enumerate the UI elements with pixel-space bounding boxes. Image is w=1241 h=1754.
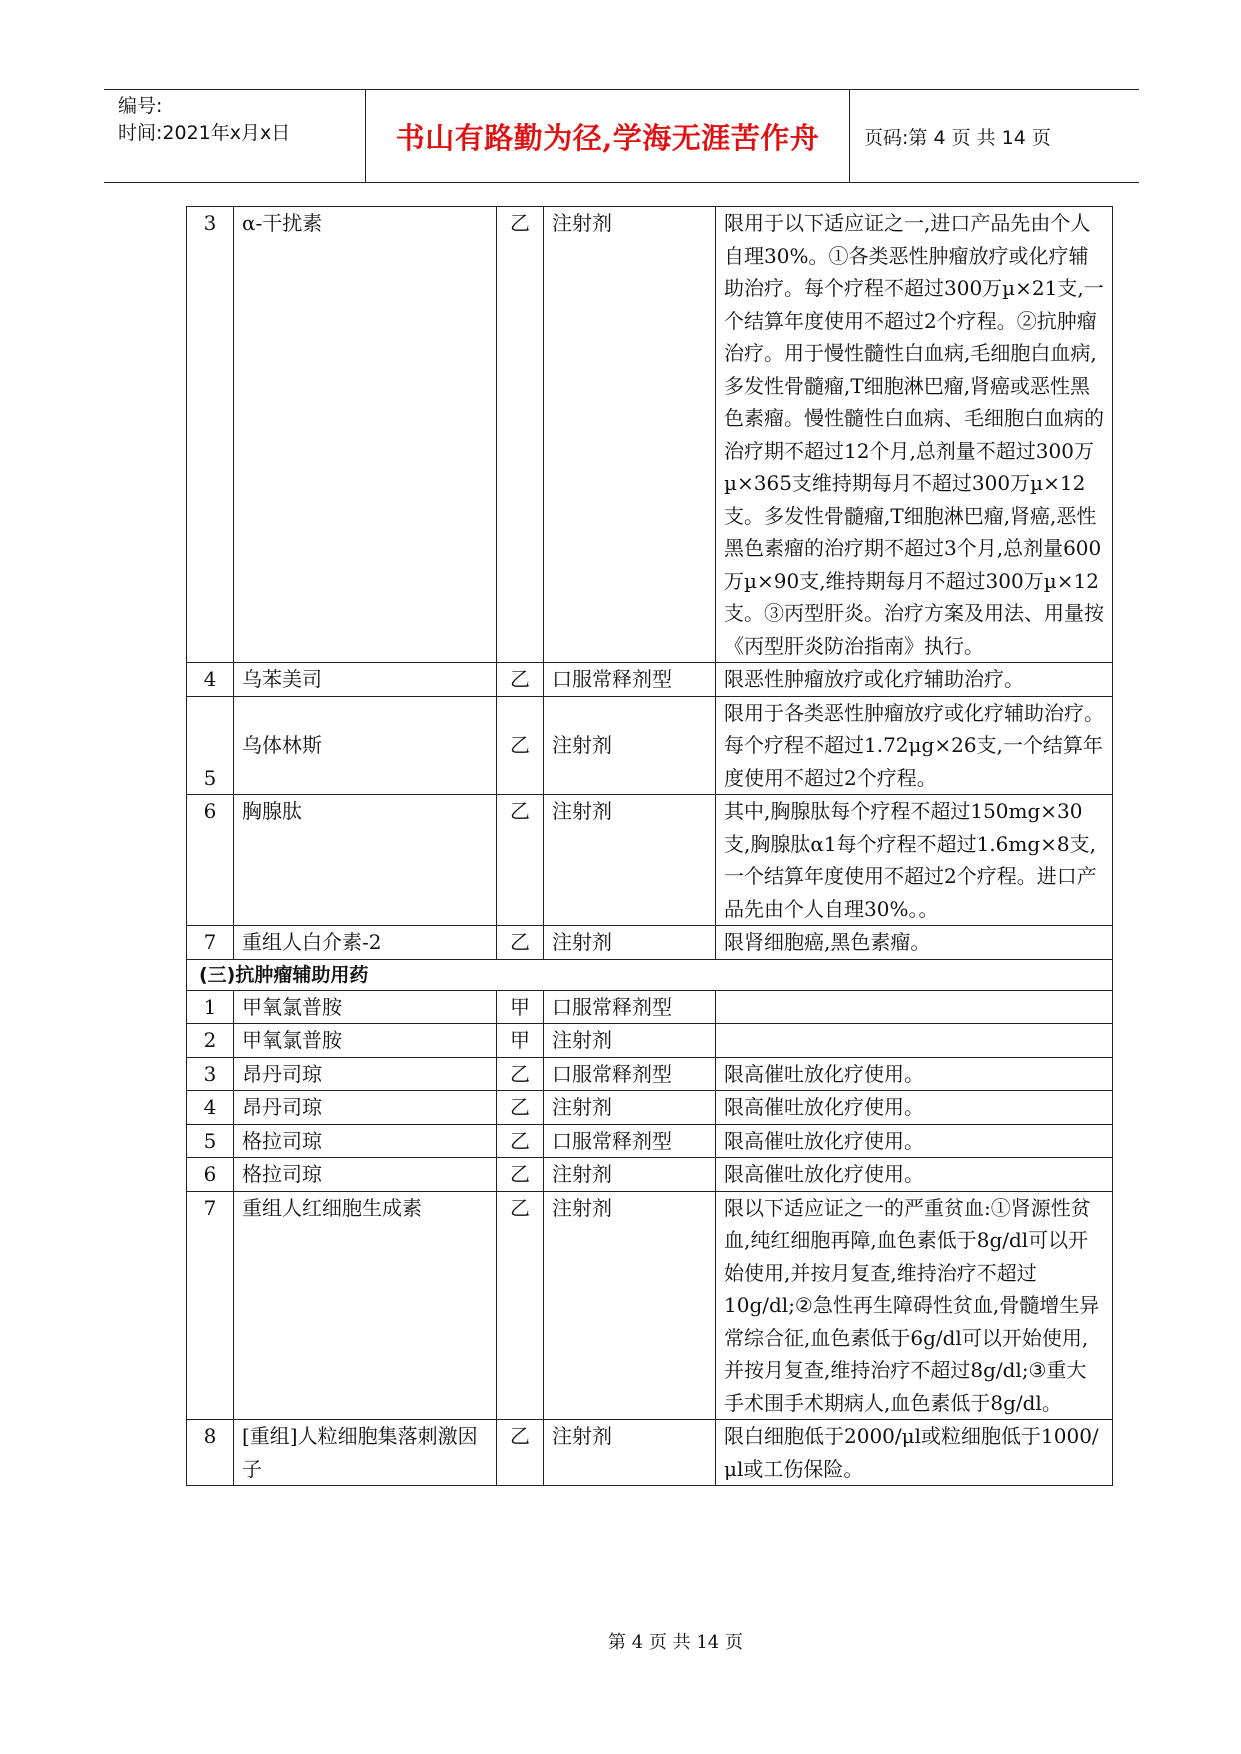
table-row xyxy=(187,1124,1113,1158)
table-row xyxy=(187,1191,1113,1420)
drug-name: 乌苯美司 xyxy=(234,663,497,697)
row-number: 3 xyxy=(187,1057,234,1091)
drug-name: 格拉司琼 xyxy=(234,1158,497,1192)
row-number: 3 xyxy=(187,207,234,663)
table-row xyxy=(187,663,1113,697)
table-row xyxy=(187,990,1113,1024)
drug-class: 乙 xyxy=(497,1191,544,1420)
dosage-form: 注射剂 xyxy=(544,207,716,663)
drug-name: 重组人红细胞生成素 xyxy=(234,1191,497,1420)
row-number: 6 xyxy=(187,1158,234,1192)
drug-class: 乙 xyxy=(497,1057,544,1091)
row-number: 7 xyxy=(187,926,234,960)
restriction-note: 限白细胞低于2000/μl或粒细胞低于1000/μl或工伤保险。 xyxy=(716,1420,1113,1486)
row-number: 2 xyxy=(187,1024,234,1058)
table-row xyxy=(187,926,1113,960)
section-row xyxy=(187,959,1113,990)
drug-name: 昂丹司琼 xyxy=(234,1091,497,1125)
drug-table xyxy=(186,206,1113,1486)
row-number: 8 xyxy=(187,1420,234,1486)
dosage-form: 注射剂 xyxy=(544,1191,716,1420)
section-title: (三)抗肿瘤辅助用药 xyxy=(187,959,1113,990)
restriction-note: 限高催吐放化疗使用。 xyxy=(716,1057,1113,1091)
row-number: 5 xyxy=(187,1124,234,1158)
drug-name: [重组]人粒细胞集落刺激因子 xyxy=(234,1420,497,1486)
drug-class: 乙 xyxy=(497,1420,544,1486)
dosage-form: 注射剂 xyxy=(544,1420,716,1486)
drug-name: 胸腺肽 xyxy=(234,795,497,926)
row-number: 7 xyxy=(187,1191,234,1420)
dosage-form: 注射剂 xyxy=(544,926,716,960)
row-number: 6 xyxy=(187,795,234,926)
table-row xyxy=(187,1057,1113,1091)
table-row xyxy=(187,1158,1113,1192)
drug-class: 乙 xyxy=(497,663,544,697)
drug-class: 乙 xyxy=(497,696,544,795)
drug-class: 乙 xyxy=(497,1091,544,1125)
table-row xyxy=(187,1024,1113,1058)
row-number: 4 xyxy=(187,1091,234,1125)
dosage-form: 注射剂 xyxy=(544,795,716,926)
header-motto: 书山有路勤为径,学海无涯苦作舟 xyxy=(366,90,850,182)
drug-name: 乌体林斯 xyxy=(234,696,497,795)
dosage-form: 注射剂 xyxy=(544,1158,716,1192)
dosage-form: 注射剂 xyxy=(544,1024,716,1058)
drug-name: 昂丹司琼 xyxy=(234,1057,497,1091)
restriction-note: 其中,胸腺肽每个疗程不超过150mg×30支,胸腺肽α1每个疗程不超过1.6mg×8支,一个结算年度使用不超过2个疗程。进口产品先由个人自理30%。。 xyxy=(716,795,1113,926)
page-header xyxy=(104,89,1139,183)
drug-name: 甲氧氯普胺 xyxy=(234,990,497,1024)
restriction-note: 限恶性肿瘤放疗或化疗辅助治疗。 xyxy=(716,663,1113,697)
table-row xyxy=(187,795,1113,926)
restriction-note: 限以下适应证之一的严重贫血:①肾源性贫血,纯红细胞再障,血色素低于8g/dl可以开始使用,并按月复查,维持治疗不超过10g/dl;②急性再生障碍性贫血,骨髓增生异常综合征,血色素低于6g/dl可以开始使用,并按月复查,维持治疗不超过8g/dl;③重大手术围手术期病人,血色素低于8g/dl。 xyxy=(716,1191,1113,1420)
drug-name: α-干扰素 xyxy=(234,207,497,663)
table-row xyxy=(187,1420,1113,1486)
dosage-form: 注射剂 xyxy=(544,696,716,795)
dosage-form: 口服常释剂型 xyxy=(544,990,716,1024)
page-footer: 第 4 页 共 14 页 xyxy=(608,1632,743,1653)
restriction-note: 限高催吐放化疗使用。 xyxy=(716,1158,1113,1192)
table-row xyxy=(187,207,1113,663)
dosage-form: 口服常释剂型 xyxy=(544,1124,716,1158)
restriction-note: 限用于各类恶性肿瘤放疗或化疗辅助治疗。每个疗程不超过1.72μg×26支,一个结算年度使用不超过2个疗程。 xyxy=(716,696,1113,795)
drug-name: 甲氧氯普胺 xyxy=(234,1024,497,1058)
drug-class: 乙 xyxy=(497,207,544,663)
restriction-note xyxy=(716,990,1113,1024)
table-row xyxy=(187,696,1113,795)
drug-class: 乙 xyxy=(497,1158,544,1192)
dosage-form: 口服常释剂型 xyxy=(544,1057,716,1091)
drug-class: 乙 xyxy=(497,926,544,960)
header-meta xyxy=(104,90,366,182)
drug-class: 乙 xyxy=(497,1124,544,1158)
restriction-note: 限高催吐放化疗使用。 xyxy=(716,1091,1113,1125)
drug-name: 格拉司琼 xyxy=(234,1124,497,1158)
restriction-note: 限肾细胞癌,黑色素瘤。 xyxy=(716,926,1113,960)
drug-class: 乙 xyxy=(497,795,544,926)
restriction-note xyxy=(716,1024,1113,1058)
drug-name: 重组人白介素-2 xyxy=(234,926,497,960)
row-number: 1 xyxy=(187,990,234,1024)
time-label: 时间:2021年x月x日 xyxy=(118,122,291,144)
header-page-label: 页码:第 4 页 共 14 页 xyxy=(864,126,1051,149)
doc-number-label: 编号: xyxy=(118,95,163,117)
drug-class: 甲 xyxy=(497,990,544,1024)
row-number: 4 xyxy=(187,663,234,697)
restriction-note: 限高催吐放化疗使用。 xyxy=(716,1124,1113,1158)
restriction-note: 限用于以下适应证之一,进口产品先由个人自理30%。①各类恶性肿瘤放疗或化疗辅助治疗。每个疗程不超过300万µ×21支,一个结算年度使用不超过2个疗程。②抗肿瘤治疗。用于慢性髓性白血病,毛细胞白血病,多发性骨髓瘤,T细胞淋巴瘤,肾癌或恶性黑色素瘤。慢性髓性白血病、毛细胞白血病的治疗期不超过12个月,总剂量不超过300万µ×365支维持期每月不超过300万µ×12支。多发性骨髓瘤,T细胞淋巴瘤,肾癌,恶性黑色素瘤的治疗期不超过3个月,总剂量600万µ×90支,维持期每月不超过300万µ×12支。③丙型肝炎。治疗方案及用法、用量按《丙型肝炎防治指南》执行。 xyxy=(716,207,1113,663)
dosage-form: 注射剂 xyxy=(544,1091,716,1125)
dosage-form: 口服常释剂型 xyxy=(544,663,716,697)
table-row xyxy=(187,1091,1113,1125)
drug-class: 甲 xyxy=(497,1024,544,1058)
row-number: 5 xyxy=(187,696,234,795)
